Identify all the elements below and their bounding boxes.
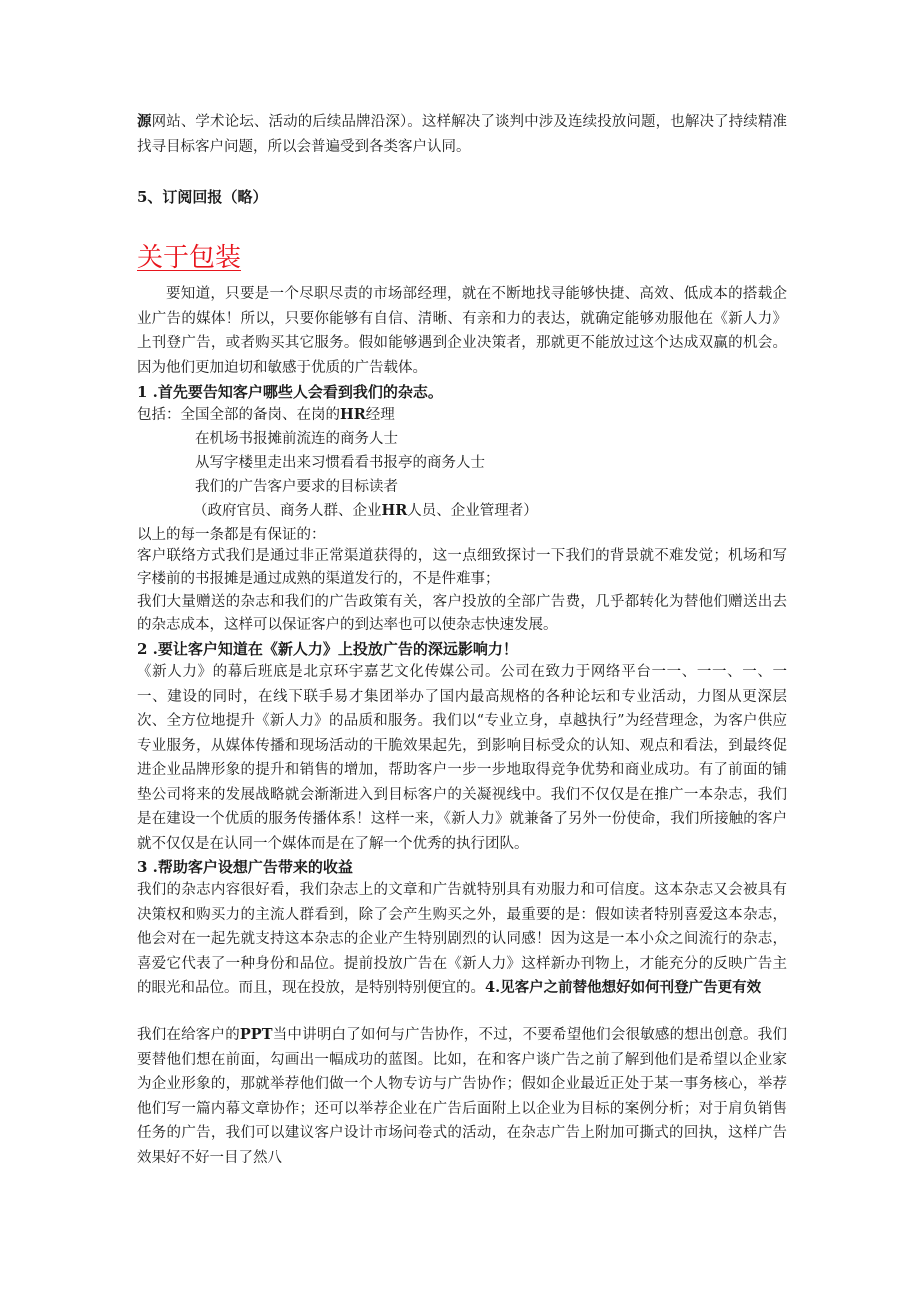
heading-3: 3 .帮助客户设想广告带来的收益 — [137, 858, 353, 876]
list-item-parenthetical — [193, 499, 538, 523]
paren-text: （政府官员、商务人群、企业 — [193, 503, 382, 519]
paren-hr: HR — [381, 502, 408, 519]
benefit-paragraph — [137, 878, 787, 1001]
heading-subscription-return: 5、订阅回报（略） — [137, 188, 268, 206]
list-lead-suffix: 经理 — [365, 407, 395, 423]
paren-suffix: 人员、企业管理者） — [407, 503, 538, 519]
company-paragraph: 《新人力》的幕后班底是北京环宇嘉艺文化传媒公司。公司在致力于网络平台一一、一一、一、一一、建设的同时，在线下联手易才集团举办了国内最高规格的各种论坛和专业活动，力图从更深层次、全方位地提升《新人力》的品质和服务。我们以“专业立身，卓越执行”为经营理念，为客户供应专业服务，从媒体传播和现场活动的干脆效果起先，到影响目标受众的认知、观点和看法，到最终促进企业品牌形象的提升和销售的增加，帮助客户一步一步地取得竞争优势和商业成功。有了前面的铺垫公司将来的发展战略就会渐渐进入到目标客户的关凝视线中。我们不仅仅是在推广一本杂志，我们是在建设一个优质的服务传播体系！这样一来，《新人力》就兼备了另外一份使命，我们所接触的客户就不仅仅是在认同一个媒体而是在了解一个优秀的执行团队。 — [137, 664, 787, 852]
heading-2: 2 .要让客户知道在《新人力》上投放广告的深远影响力！ — [137, 640, 518, 658]
paragraph-text: 网站、学术论坛、活动的后续品牌沿深）。这样解决了谈判中涉及连续投放问题，也解决了持续精准找寻目标客户问题，所以会普遍受到各类客户认同。 — [137, 114, 787, 155]
ppt-text-a: 我们在给客户的 — [137, 1027, 240, 1043]
channel-paragraph: 客户联络方式我们是通过非正常渠道获得的，这一点细致探讨一下我们的背景就不难发觉；机场和写字楼前的书报摊是通过成熟的渠道发行的，不是件难事； — [137, 548, 787, 587]
section-title: 关于包装 — [137, 243, 242, 273]
gift-paragraph: 我们大量赠送的杂志和我们的广告政策有关，客户投放的全部广告费，几乎都转化为替他们赠送出去的杂志成本，这样可以保证客户的到达率也可以使杂志快速发展。 — [137, 594, 787, 633]
guarantee-line: 以上的每一条都是有保证的： — [137, 527, 326, 543]
heading-1: 1 .首先要告知客户哪些人会看到我们的杂志。 — [137, 383, 443, 401]
ppt-text-b: 当中讲明白了如何与广告协作，不过，不要希望他们会很敏感的想出创意。我们要替他们想在前面，勾画出一幅成功的蓝图。比如，在和客户谈广告之前了解到他们是希望以企业家为企业形象的，那就举荐他们做一个人物专访与广告协作；假如企业最近正处于某一事务核心，举荐他们写一篇内幕文章协作；还可以举荐企业在广告后面附上以企业为目标的案例分析；对于肩负销售任务的广告，我们可以建议客户设计市场问卷式的活动，在杂志广告上附加可撕式的回执，这样广告效果好不好一目了然八 — [137, 1027, 788, 1166]
intro-paragraph: 要知道，只要是一个尽职尽责的市场部经理，就在不断地找寻能够快捷、高效、低成本的搭载企业广告的媒体！所以，只要你能够有自信、清晰、有亲和力的表达，就确定能够劝服他在《新人力》上刊登广告，或者购买其它服务。假如能够遇到企业决策者，那就更不能放过这个达成双赢的机会。因为他们更加迫切和敏感于优质的广告载体。 — [137, 286, 787, 376]
list-item: 我们的广告客户要求的目标读者 — [195, 479, 398, 495]
list-item: 从写字楼里走出来习惯看看书报亭的商务人士 — [195, 455, 485, 471]
ppt-bold: PPT — [239, 1026, 273, 1043]
continued-paragraph — [137, 110, 787, 159]
list-lead — [137, 403, 787, 427]
paragraph-lead-char: 源 — [137, 113, 152, 130]
list-lead-text: 包括：全国全部的备岗、在岗的 — [137, 407, 340, 423]
heading-4-inline: 4.见客户之前替他想好如何刊登广告更有效 — [485, 979, 762, 996]
benefit-text: 我们的杂志内容很好看，我们杂志上的文章和广告就特别具有劝服力和可信度。这本杂志又会被具有决策权和购买力的主流人群看到，除了会产生购买之外，最重要的是：假如读者特别喜爱这本杂志，他会对在一起先就支持这本杂志的企业产生特别剧烈的认同感！因为这是一本小众之间流行的杂志，喜爱它代表了一种身份和品位。提前投放广告在《新人力》这样新办刊物上，才能充分的反映广告主的眼光和品位。而且，现在投放，是特别特别便宜的。 — [137, 882, 787, 996]
ppt-paragraph — [137, 1023, 787, 1170]
list-lead-hr: HR — [340, 406, 366, 423]
list-item: 在机场书报摊前流连的商务人士 — [195, 431, 398, 447]
